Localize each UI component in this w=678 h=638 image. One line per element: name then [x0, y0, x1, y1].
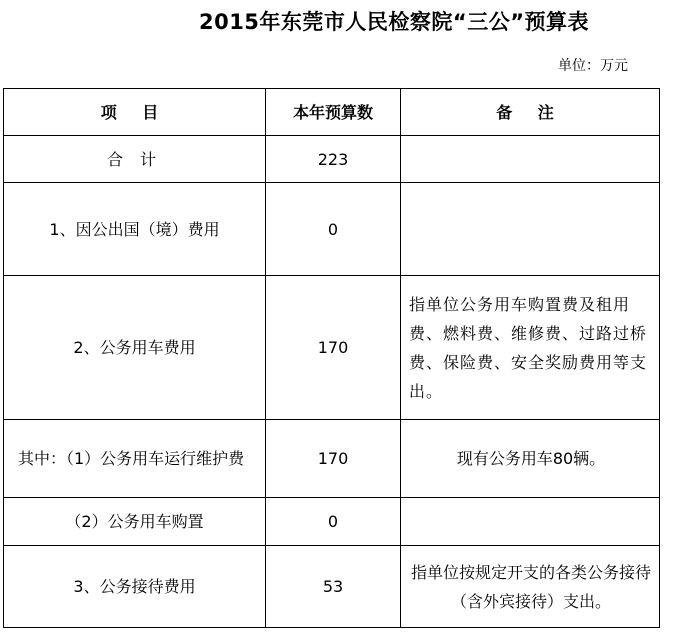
- note-cell: 指单位按规定开支的各类公务接待（含外宾接待）支出。: [401, 546, 660, 628]
- budget-cell: 223: [266, 136, 401, 183]
- note-cell: 现有公务用车80辆。: [401, 420, 660, 498]
- table-row: [4, 183, 660, 276]
- item-cell: 合 计: [4, 136, 266, 183]
- budget-table: [3, 88, 660, 628]
- budget-cell: 0: [266, 183, 401, 276]
- table-row: [4, 498, 660, 546]
- note-cell: 指单位公务用车购置费及租用费、燃料费、维修费、过路过桥费、保险费、安全奖励费用等支出。: [401, 276, 660, 420]
- item-cell: （2）公务用车购置: [4, 498, 266, 546]
- budget-cell: 170: [266, 420, 401, 498]
- item-cell: 3、公务接待费用: [4, 546, 266, 628]
- header-budget: 本年预算数: [266, 89, 401, 136]
- note-cell: [401, 136, 660, 183]
- item-cell: 1、因公出国（境）费用: [4, 183, 266, 276]
- item-cell: 2、公务用车费用: [4, 276, 266, 420]
- header-note: 备 注: [401, 89, 660, 136]
- note-cell: [401, 498, 660, 546]
- header-item: 项 目: [4, 89, 266, 136]
- page-title: 2015年东莞市人民检察院“三公”预算表: [198, 10, 590, 34]
- table-row: [4, 546, 660, 628]
- table-row: [4, 276, 660, 420]
- table-row: [4, 420, 660, 498]
- budget-cell: 53: [266, 546, 401, 628]
- table-header-row: [4, 89, 660, 136]
- budget-cell: 0: [266, 498, 401, 546]
- note-cell: [401, 183, 660, 276]
- unit-label: 单位：万元: [558, 58, 628, 74]
- item-cell: 其中：（1）公务用车运行维护费: [4, 420, 266, 498]
- budget-cell: 170: [266, 276, 401, 420]
- table-row: [4, 136, 660, 183]
